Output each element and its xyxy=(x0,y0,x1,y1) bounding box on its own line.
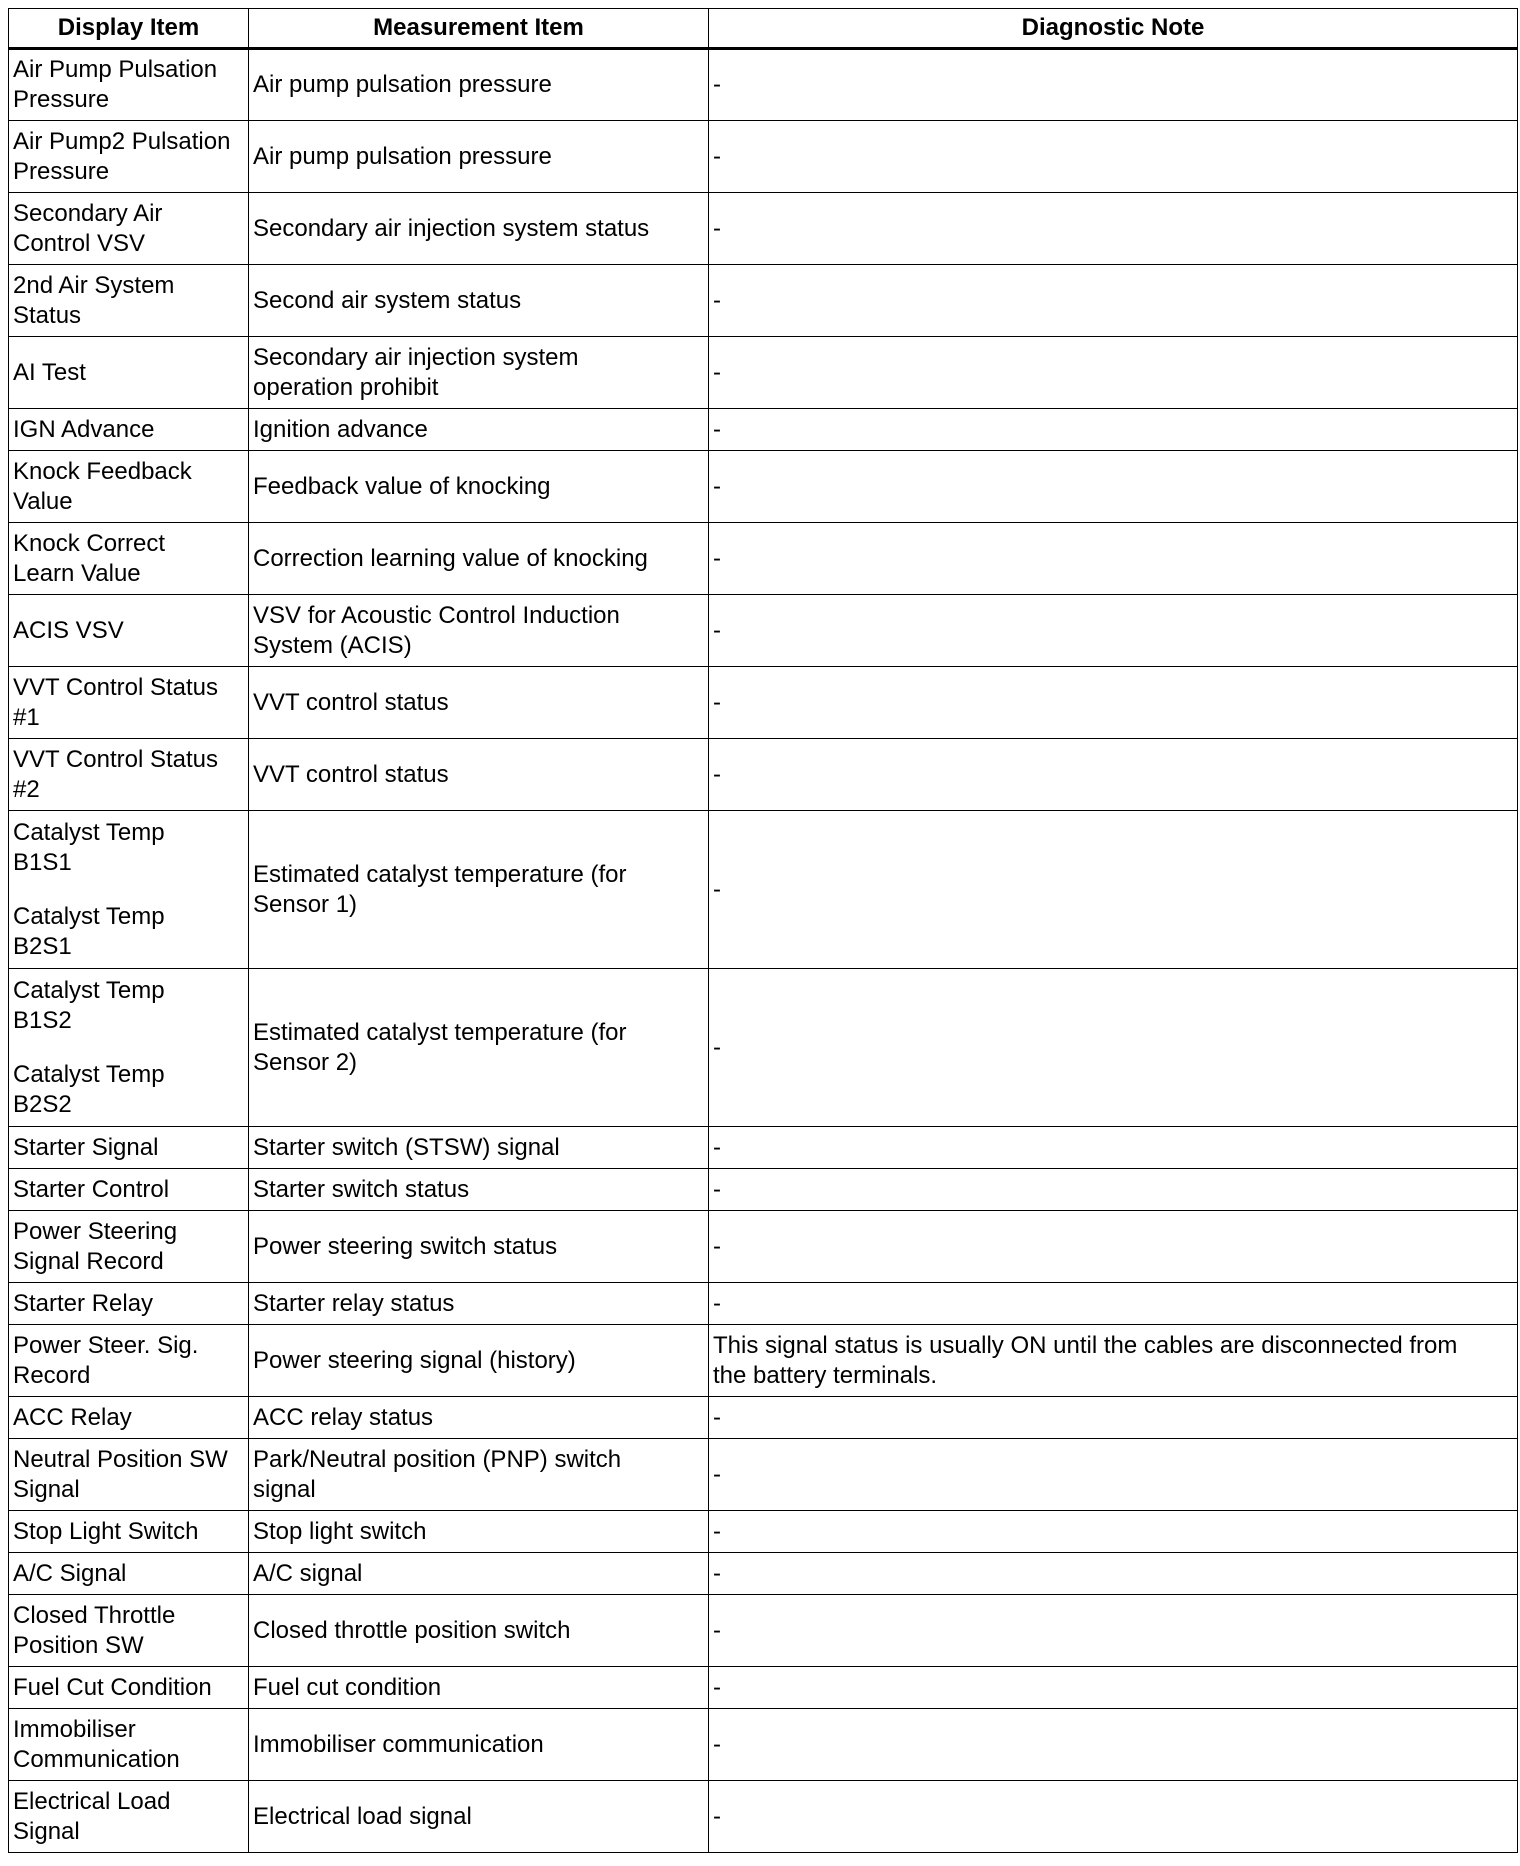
display-item-text: Immobiliser xyxy=(13,1715,136,1743)
measurement-item-cell xyxy=(249,969,709,1127)
display-item-cell xyxy=(9,1211,249,1283)
display-item-text: Starter Signal xyxy=(13,1133,159,1161)
display-item-text: A/C Signal xyxy=(13,1559,127,1587)
measurement-item-text: Air pump pulsation pressure xyxy=(253,71,552,98)
measurement-item-text: Secondary air injection system xyxy=(253,343,579,371)
measurement-item-text: ACC relay status xyxy=(253,1403,434,1431)
diagnostic-note-text: - xyxy=(713,1517,721,1545)
display-item-text: Signal xyxy=(13,1817,80,1845)
measurement-item-text: Estimated catalyst temperature (for xyxy=(253,860,627,888)
table-row xyxy=(9,1169,1518,1211)
diagnostic-table xyxy=(8,8,1518,1853)
measurement-item-cell xyxy=(249,1781,709,1853)
diagnostic-note-text: - xyxy=(713,1403,721,1431)
table-row xyxy=(9,969,1518,1127)
table-row xyxy=(9,265,1518,337)
measurement-item-text: Ignition advance xyxy=(253,415,428,443)
diagnostic-note-cell xyxy=(709,739,1518,811)
display-item-text: Pressure xyxy=(13,86,110,113)
measurement-item-text: Second air system status xyxy=(253,286,522,314)
display-item-text: Signal xyxy=(13,1475,80,1503)
table-row xyxy=(9,1127,1518,1169)
measurement-item-cell xyxy=(249,1127,709,1169)
diagnostic-note-text: - xyxy=(713,472,721,500)
display-item-text: B2S2 xyxy=(13,1090,72,1118)
measurement-item-cell xyxy=(249,667,709,739)
diagnostic-note-cell xyxy=(709,1397,1518,1439)
display-item-text: Position SW xyxy=(13,1631,144,1659)
display-item-text: Air Pump2 Pulsation xyxy=(13,127,231,155)
measurement-item-cell xyxy=(249,1667,709,1709)
table-row xyxy=(9,451,1518,523)
display-item-text: VVT Control Status xyxy=(13,745,218,773)
table-row xyxy=(9,1553,1518,1595)
display-item-cell xyxy=(9,1781,249,1853)
measurement-item-cell xyxy=(249,1511,709,1553)
measurement-item-cell xyxy=(249,523,709,595)
display-item-cell xyxy=(9,595,249,667)
measurement-item-text: Fuel cut condition xyxy=(253,1673,442,1701)
measurement-item-text: VSV for Acoustic Control Induction xyxy=(253,601,620,629)
display-item-cell xyxy=(9,1325,249,1397)
table-row xyxy=(9,49,1518,121)
measurement-item-text: operation prohibit xyxy=(253,373,439,401)
table-row xyxy=(9,1211,1518,1283)
table-row xyxy=(9,1439,1518,1511)
measurement-item-text: Starter switch status xyxy=(253,1175,470,1203)
diagnostic-note-text: - xyxy=(713,214,721,242)
diagnostic-note-text: - xyxy=(713,1133,721,1161)
diagnostic-note-text: - xyxy=(713,358,721,386)
table-row xyxy=(9,1283,1518,1325)
table-row xyxy=(9,739,1518,811)
measurement-item-cell xyxy=(249,1397,709,1439)
measurement-item-text: Immobiliser communication xyxy=(253,1730,544,1758)
display-item-cell xyxy=(9,337,249,409)
diagnostic-note-cell xyxy=(709,1325,1518,1397)
header-display-item: Display Item xyxy=(9,9,249,49)
display-item-text: B1S1 xyxy=(13,848,72,876)
table-row xyxy=(9,121,1518,193)
display-item-text: VVT Control Status xyxy=(13,673,218,701)
diagnostic-note-cell xyxy=(709,1511,1518,1553)
measurement-item-cell xyxy=(249,451,709,523)
diagnostic-note-cell xyxy=(709,1667,1518,1709)
measurement-item-text: Air pump pulsation pressure xyxy=(253,142,552,170)
display-item-text: Learn Value xyxy=(13,559,141,587)
display-item-cell xyxy=(9,1667,249,1709)
measurement-item-text: VVT control status xyxy=(253,760,449,788)
table-row xyxy=(9,667,1518,739)
diagnostic-note-text: - xyxy=(713,760,721,788)
measurement-item-cell xyxy=(249,739,709,811)
diagnostic-note-text: - xyxy=(713,1802,721,1830)
diagnostic-note-cell xyxy=(709,1553,1518,1595)
display-item-text: Starter Control xyxy=(13,1175,170,1203)
display-item-cell xyxy=(9,969,249,1127)
diagnostic-note-cell xyxy=(709,1439,1518,1511)
measurement-item-cell xyxy=(249,265,709,337)
display-item-cell xyxy=(9,811,249,969)
diagnostic-note-text: - xyxy=(713,142,721,170)
diagnostic-note-cell xyxy=(709,969,1518,1127)
measurement-item-cell xyxy=(249,1553,709,1595)
display-item-text: IGN Advance xyxy=(13,415,155,443)
display-item-text: 2nd Air System xyxy=(13,271,175,299)
diagnostic-note-cell xyxy=(709,1283,1518,1325)
display-item-text: ACC Relay xyxy=(13,1403,132,1431)
display-item-text: ACIS VSV xyxy=(13,616,124,644)
display-item-text: Communication xyxy=(13,1745,180,1773)
diagnostic-note-text: the battery terminals. xyxy=(713,1361,938,1389)
diagnostic-note-text: - xyxy=(713,415,721,443)
table-body xyxy=(9,49,1518,1853)
measurement-item-cell xyxy=(249,49,709,121)
display-item-cell xyxy=(9,49,249,121)
display-item-cell xyxy=(9,1595,249,1667)
table-row xyxy=(9,1667,1518,1709)
measurement-item-cell xyxy=(249,121,709,193)
display-item-text: Air Pump Pulsation xyxy=(13,56,218,83)
measurement-item-text: Park/Neutral position (PNP) switch xyxy=(253,1445,622,1473)
display-item-cell xyxy=(9,1709,249,1781)
display-item-text: Control VSV xyxy=(13,229,146,257)
measurement-item-text: Starter relay status xyxy=(253,1289,455,1317)
diagnostic-note-text: - xyxy=(713,875,721,903)
display-item-text: Secondary Air xyxy=(13,199,163,227)
diagnostic-note-cell xyxy=(709,811,1518,969)
display-item-text: Status xyxy=(13,301,82,329)
measurement-item-cell xyxy=(249,409,709,451)
display-item-text: Closed Throttle xyxy=(13,1601,176,1629)
diagnostic-note-cell xyxy=(709,1169,1518,1211)
diagnostic-note-text: - xyxy=(713,1232,721,1260)
diagnostic-note-cell xyxy=(709,1211,1518,1283)
diagnostic-note-text: - xyxy=(713,1559,721,1587)
diagnostic-note-cell xyxy=(709,523,1518,595)
measurement-item-text: Correction learning value of knocking xyxy=(253,544,648,572)
display-item-cell xyxy=(9,265,249,337)
diagnostic-note-cell xyxy=(709,337,1518,409)
measurement-item-text: Electrical load signal xyxy=(253,1802,472,1830)
display-item-text: Knock Feedback xyxy=(13,457,192,485)
measurement-item-text: Feedback value of knocking xyxy=(253,472,551,500)
diagnostic-note-text: - xyxy=(713,1175,721,1203)
measurement-item-cell xyxy=(249,595,709,667)
display-item-cell xyxy=(9,193,249,265)
display-item-cell xyxy=(9,1511,249,1553)
table-row xyxy=(9,337,1518,409)
measurement-item-text: Sensor 2) xyxy=(253,1048,358,1076)
measurement-item-cell xyxy=(249,1211,709,1283)
table-row xyxy=(9,811,1518,969)
measurement-item-text: Power steering switch status xyxy=(253,1232,558,1260)
table-row xyxy=(9,1325,1518,1397)
display-item-text: Catalyst Temp xyxy=(13,976,165,1004)
diagnostic-note-cell xyxy=(709,595,1518,667)
measurement-item-cell xyxy=(249,1325,709,1397)
diagnostic-note-cell xyxy=(709,1127,1518,1169)
diagnostic-note-text: - xyxy=(713,1289,721,1317)
display-item-text: Value xyxy=(13,487,73,515)
measurement-item-text: Stop light switch xyxy=(253,1517,427,1545)
measurement-item-text: Starter switch (STSW) signal xyxy=(253,1133,560,1161)
measurement-item-text: signal xyxy=(253,1475,316,1503)
display-item-cell xyxy=(9,667,249,739)
display-item-text: #2 xyxy=(13,775,40,803)
diagnostic-note-text: - xyxy=(713,71,721,98)
measurement-item-cell xyxy=(249,193,709,265)
display-item-text: B1S2 xyxy=(13,1006,72,1034)
display-item-text: Stop Light Switch xyxy=(13,1517,199,1545)
diagnostic-note-cell xyxy=(709,1709,1518,1781)
display-item-text: #1 xyxy=(13,703,40,731)
display-item-cell xyxy=(9,451,249,523)
display-item-text: B2S1 xyxy=(13,932,72,960)
display-item-cell xyxy=(9,523,249,595)
display-item-text: Catalyst Temp xyxy=(13,902,165,930)
header-diagnostic-note: Diagnostic Note xyxy=(709,9,1518,49)
measurement-item-text: Power steering signal (history) xyxy=(253,1346,576,1374)
diagnostic-note-cell xyxy=(709,451,1518,523)
display-item-cell xyxy=(9,1553,249,1595)
diagnostic-note-cell xyxy=(709,1595,1518,1667)
display-item-text: Catalyst Temp xyxy=(13,818,165,846)
measurement-item-cell xyxy=(249,1283,709,1325)
measurement-item-text: Secondary air injection system status xyxy=(253,214,650,242)
measurement-item-cell xyxy=(249,1169,709,1211)
display-item-cell xyxy=(9,1283,249,1325)
table-row xyxy=(9,595,1518,667)
diagnostic-note-cell xyxy=(709,49,1518,121)
display-item-text: Electrical Load xyxy=(13,1787,171,1815)
table-row xyxy=(9,1397,1518,1439)
measurement-item-text: Closed throttle position switch xyxy=(253,1616,571,1644)
display-item-text: Pressure xyxy=(13,157,110,185)
display-item-text: Neutral Position SW xyxy=(13,1445,228,1473)
diagnostic-note-text: - xyxy=(713,1673,721,1701)
display-item-text: Knock Correct xyxy=(13,529,166,557)
display-item-text: Starter Relay xyxy=(13,1289,154,1317)
diagnostic-note-text: - xyxy=(713,616,721,644)
diagnostic-note-cell xyxy=(709,121,1518,193)
table-row xyxy=(9,1511,1518,1553)
diagnostic-note-cell xyxy=(709,409,1518,451)
table-row xyxy=(9,523,1518,595)
display-item-cell xyxy=(9,409,249,451)
display-item-cell xyxy=(9,121,249,193)
diagnostic-note-cell xyxy=(709,265,1518,337)
display-item-text: Record xyxy=(13,1361,91,1389)
display-item-cell xyxy=(9,1439,249,1511)
measurement-item-cell xyxy=(249,811,709,969)
diagnostic-note-text: - xyxy=(713,544,721,572)
display-item-text: Power Steering xyxy=(13,1217,178,1245)
measurement-item-text: VVT control status xyxy=(253,688,449,716)
display-item-text: Power Steer. Sig. xyxy=(13,1331,199,1359)
diagnostic-note-text: - xyxy=(713,1033,721,1061)
measurement-item-text: Estimated catalyst temperature (for xyxy=(253,1018,627,1046)
diagnostic-note-text: - xyxy=(713,688,721,716)
display-item-cell xyxy=(9,1397,249,1439)
diagnostic-note-text: This signal status is usually ON until the cables are disconnected from xyxy=(713,1331,1458,1359)
header-row xyxy=(9,9,1518,49)
display-item-text: Catalyst Temp xyxy=(13,1060,165,1088)
measurement-item-cell xyxy=(249,337,709,409)
display-item-cell xyxy=(9,739,249,811)
table-row xyxy=(9,1595,1518,1667)
diagnostic-note-text: - xyxy=(713,1616,721,1644)
table-row xyxy=(9,193,1518,265)
diagnostic-note-cell xyxy=(709,667,1518,739)
measurement-item-cell xyxy=(249,1709,709,1781)
table-row xyxy=(9,1781,1518,1853)
measurement-item-text: A/C signal xyxy=(253,1559,363,1587)
measurement-item-cell xyxy=(249,1595,709,1667)
diagnostic-note-text: - xyxy=(713,1460,721,1488)
display-item-text: Fuel Cut Condition xyxy=(13,1673,212,1701)
header-measurement-item: Measurement Item xyxy=(249,9,709,49)
display-item-cell xyxy=(9,1127,249,1169)
diagnostic-note-cell xyxy=(709,1781,1518,1853)
measurement-item-cell xyxy=(249,1439,709,1511)
measurement-item-text: Sensor 1) xyxy=(253,890,358,918)
table-row xyxy=(9,1709,1518,1781)
table-row xyxy=(9,409,1518,451)
diagnostic-note-cell xyxy=(709,193,1518,265)
measurement-item-text: System (ACIS) xyxy=(253,631,412,659)
diagnostic-note-text: - xyxy=(713,286,721,314)
diagnostic-note-text: - xyxy=(713,1730,721,1758)
table-header xyxy=(9,9,1518,49)
display-item-text: Signal Record xyxy=(13,1247,164,1275)
display-item-text: AI Test xyxy=(13,358,86,386)
display-item-cell xyxy=(9,1169,249,1211)
